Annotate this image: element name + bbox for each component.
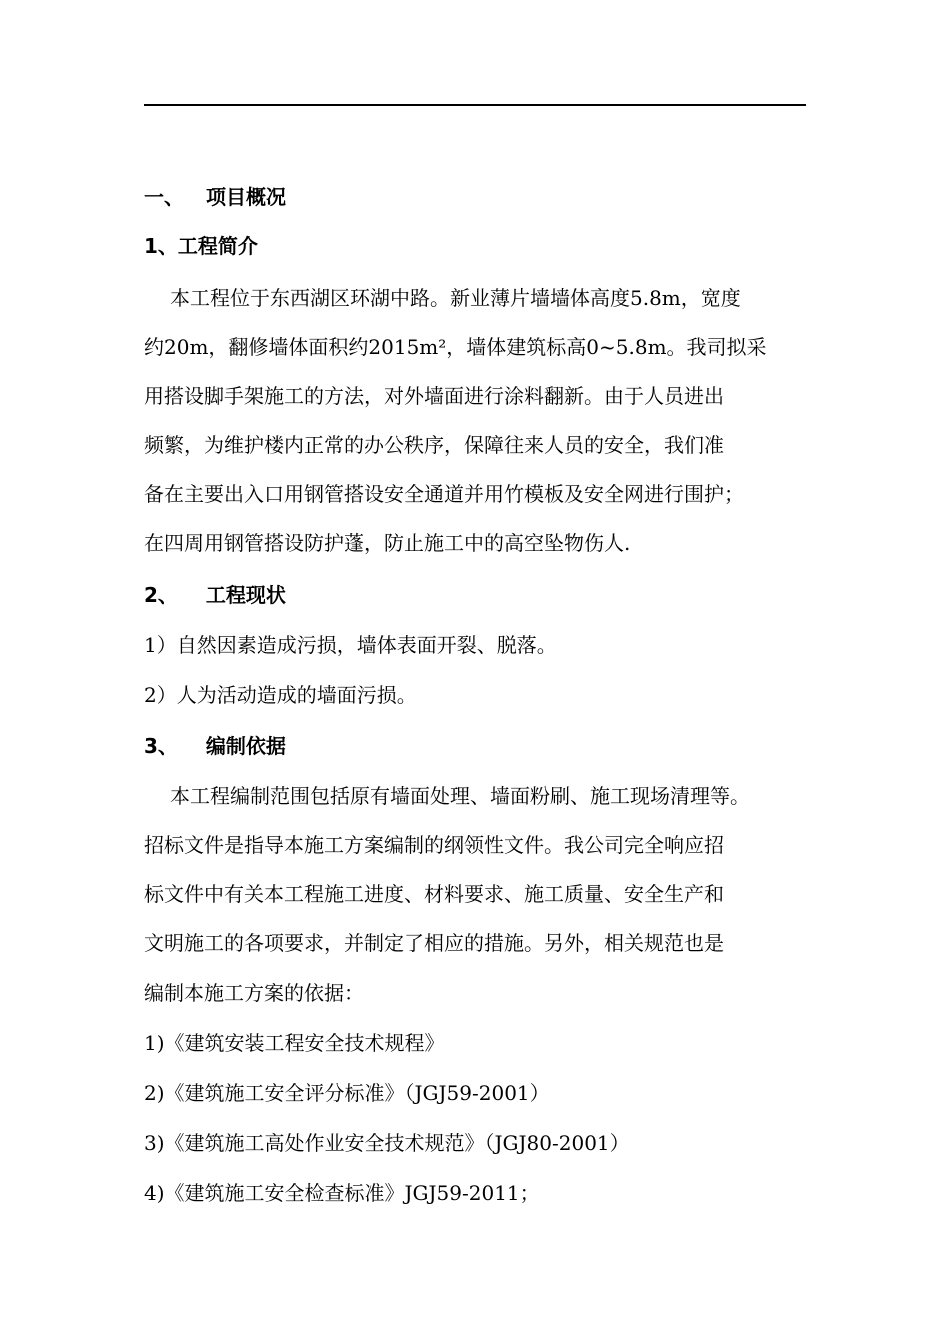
reference-item: 3)《建筑施工高处作业安全技术规范》（JGJ80-2001） xyxy=(144,1131,630,1155)
section-title: 工程现状 xyxy=(205,583,286,607)
section-title: 项目概况 xyxy=(206,185,286,209)
paragraph-line: 编制本施工方案的依据： xyxy=(144,981,364,1005)
paragraph-line: 本工程位于东西湖区环湖中路。新业薄片墙墙体高度5.8m，宽度 xyxy=(170,286,741,310)
section-number: 3、 xyxy=(144,734,178,758)
paragraph-line: 约20m，翻修墙体面积约2015m²，墙体建筑标高0~5.8m。我司拟采 xyxy=(144,335,767,359)
subsection-heading-status xyxy=(144,582,286,608)
list-item: 2）人为活动造成的墙面污损。 xyxy=(144,683,417,707)
section-title: 编制依据 xyxy=(205,734,286,758)
reference-item: 2)《建筑施工安全评分标准》（JGJ59-2001） xyxy=(144,1081,550,1105)
paragraph-line: 在四周用钢管搭设防护蓬，防止施工中的高空坠物伤人. xyxy=(144,531,631,555)
section-number: 一、 xyxy=(144,185,184,209)
subsection-heading-intro: 1、工程简介 xyxy=(144,234,258,258)
section-heading-overview xyxy=(144,184,286,210)
list-item: 1）自然因素造成污损，墙体表面开裂、脱落。 xyxy=(144,633,557,657)
section-number: 2、 xyxy=(144,583,178,607)
header-rule xyxy=(144,104,806,106)
paragraph-line: 频繁，为维护楼内正常的办公秩序，保障往来人员的安全，我们准 xyxy=(144,433,724,457)
reference-item: 4)《建筑施工安全检查标准》JGJ59-2011； xyxy=(144,1181,540,1205)
paragraph-line: 招标文件是指导本施工方案编制的纲领性文件。我公司完全响应招 xyxy=(144,833,724,857)
paragraph-line: 用搭设脚手架施工的方法，对外墙面进行涂料翻新。由于人员进出 xyxy=(144,384,724,408)
paragraph-line: 标文件中有关本工程施工进度、材料要求、施工质量、安全生产和 xyxy=(144,882,724,906)
paragraph-line: 本工程编制范围包括原有墙面处理、墙面粉刷、施工现场清理等。 xyxy=(170,784,750,808)
reference-item: 1)《建筑安装工程安全技术规程》 xyxy=(144,1031,445,1055)
paragraph-line: 备在主要出入口用钢管搭设安全通道并用竹模板及安全网进行围护； xyxy=(144,482,744,506)
paragraph-line: 文明施工的各项要求，并制定了相应的措施。另外，相关规范也是 xyxy=(144,931,724,955)
subsection-heading-basis xyxy=(144,733,286,759)
